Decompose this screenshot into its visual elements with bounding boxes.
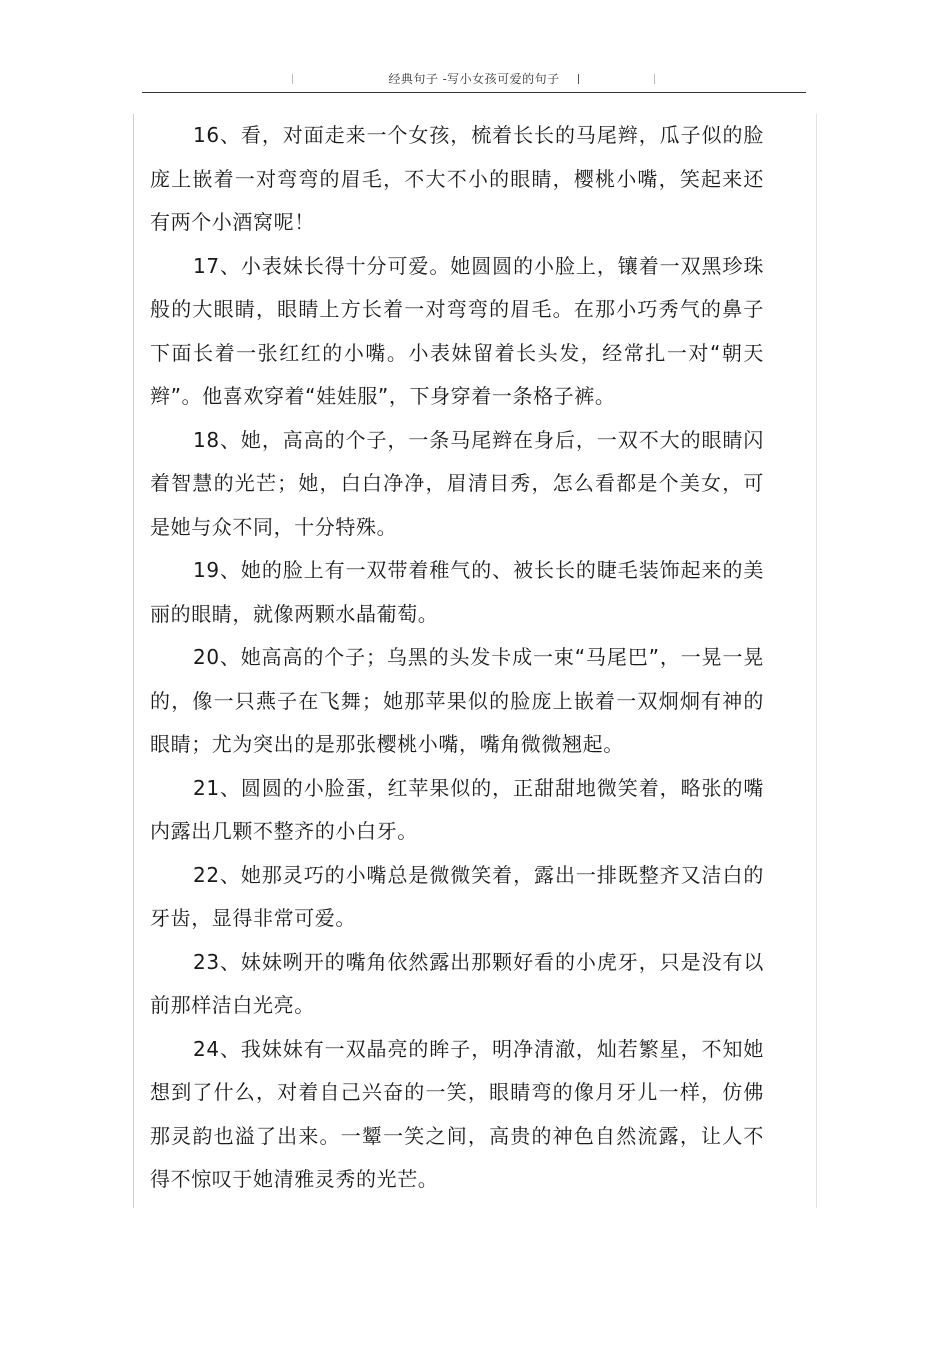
paragraph-19: 19、她的脸上有一双带着稚气的、被长长的睫毛装饰起来的美丽的眼睛，就像两颗水晶葡萄。 [150, 558, 764, 626]
paragraph-21: 21、圆圆的小脸蛋，红苹果似的，正甜甜地微笑着，略张的嘴内露出几颗不整齐的小白牙。 [150, 775, 764, 843]
paragraph-17: 17、小表妹长得十分可爱。她圆圆的小脸上，镶着一双黑珍珠般的大眼睛，眼睛上方长着一对弯弯的眉毛。在那小巧秀气的鼻子下面长着一张红红的小嘴。小表妹留着长头发，经常扎一对“朝天辫”。他喜欢穿着“娃娃服”，下身穿着一条格子裤。 [150, 253, 764, 408]
page-header [142, 64, 806, 93]
paragraph-23: 23、妹妹咧开的嘴角依然露出那颗好看的小虎牙，只是没有以前那样洁白光亮。 [150, 949, 764, 1017]
paragraph-16: 16、看，对面走来一个女孩，梳着长长的马尾辫，瓜子似的脸庞上嵌着一对弯弯的眉毛，不大不小的眼睛，樱桃小嘴，笑起来还有两个小酒窝呢！ [150, 123, 764, 234]
paragraph-list [150, 114, 764, 1202]
paragraph-20: 20、她高高的个子；乌黑的头发卡成一束“马尾巴”，一晃一晃的，像一只燕子在飞舞；她那苹果似的脸庞上嵌着一双炯炯有神的眼睛；尤为突出的是那张樱桃小嘴，嘴角微微翘起。 [150, 645, 764, 756]
header-title: 经典句子 -写小女孩可爱的句子 [388, 72, 560, 86]
paragraph-24: 24、我妹妹有一双晶亮的眸子，明净清澈，灿若繁星，不知她想到了什么，对着自己兴奋的一笑，眼睛弯的像月牙儿一样，仿佛那灵韵也溢了出来。一颦一笑之间，高贵的神色自然流露，让人不得不惊叹于她清雅灵秀的光芒。 [150, 1036, 764, 1191]
paragraph-18: 18、她，高高的个子，一条马尾辫在身后，一双不大的眼睛闪着智慧的光芒；她，白白净净，眉清目秀，怎么看都是个美女，可是她与众不同，十分特殊。 [150, 427, 764, 539]
paragraph-22: 22、她那灵巧的小嘴总是微微笑着，露出一排既整齐又洁白的牙齿，显得非常可爱。 [150, 862, 764, 930]
content-frame [133, 114, 817, 1208]
